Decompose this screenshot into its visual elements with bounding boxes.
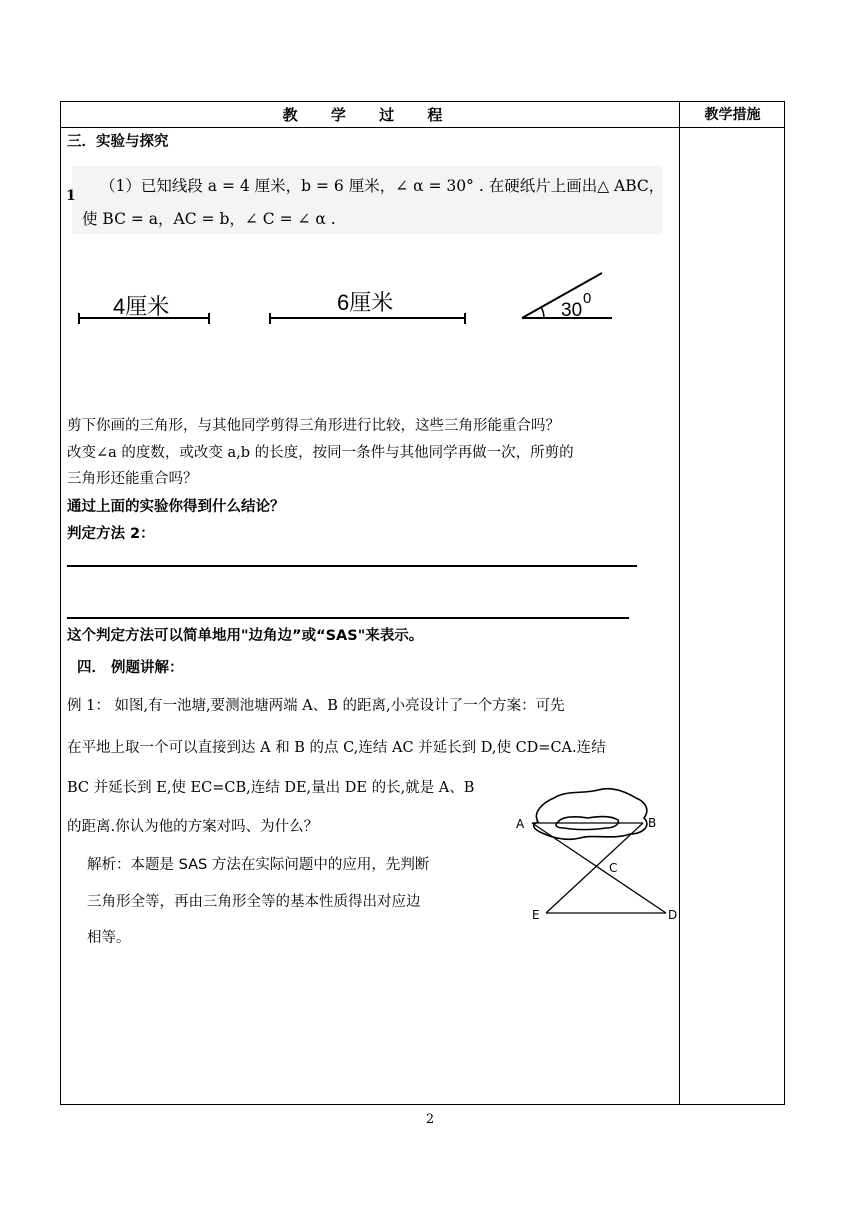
method-label: 判定方法 2：: [67, 526, 155, 542]
measures-column-header: 教学措施: [704, 107, 761, 123]
label-d: D: [668, 908, 678, 922]
paragraph-line-1: 剪下你画的三角形，与其他同学剪得三角形进行比较，这些三角形能重合吗？: [67, 418, 560, 434]
example-line-1: 例 1： 如图,有一池塘,要测池塘两端 A、B 的距离,小亮设计了一个方案：可先: [67, 698, 565, 714]
example-line-2: 在平地上取一个可以直接到达 A 和 B 的点 C,连结 AC 并延长到 D,使 CD=CA.连结: [67, 740, 606, 756]
label-b: B: [648, 816, 657, 830]
section3-heading: 三．实验与探究: [67, 134, 169, 150]
conclusion-question: 通过上面的实验你得到什么结论？: [67, 499, 285, 515]
pond-outline: [534, 789, 647, 840]
analysis-line-1: 解析：本题是 SAS 方法在实际问题中的应用，先判断: [87, 857, 430, 873]
analysis-line-3: 相等。: [87, 930, 131, 946]
angle-label: 30: [561, 300, 583, 321]
example-line-3: BC 并延长到 E,使 EC=CB,连结 DE,量出 DE 的长,就是 A、B: [67, 780, 475, 796]
page-number: 2: [425, 1112, 435, 1127]
pond-figure: [510, 778, 685, 928]
paragraph-line-2: 改变∠a 的度数，或改变 a,b 的长度，按同一条件与其他同学再做一次，所剪的: [67, 445, 574, 461]
angle-degree-superscript: 0: [583, 290, 592, 307]
analysis-line-2: 三角形全等，再由三角形全等的基本性质得出对应边: [87, 894, 421, 910]
paragraph-line-3: 三角形还能重合吗？: [67, 471, 198, 487]
label-c: C: [609, 861, 618, 875]
example-line-4: 的距离.你认为他的方案对吗、为什么？: [67, 819, 319, 835]
segment-a-label: 4厘米: [113, 294, 170, 319]
answer-line-2: [67, 617, 629, 619]
process-column-header: 教 学 过 程: [282, 105, 457, 124]
answer-line-1: [67, 565, 637, 567]
problem-line-2: 使 BC = a，AC = b，∠ C = ∠ α .: [82, 210, 336, 228]
segments-figure: [0, 0, 860, 400]
label-a: A: [516, 817, 525, 831]
sas-note: 这个判定方法可以简单地用"边角边”或“SAS"来表示。: [67, 628, 424, 644]
problem-line-1: （1）已知线段 a = 4 厘米，b = 6 厘米，∠ α = 30° . 在硬纸片上画出△ ABC，: [100, 177, 665, 195]
item-number: 1: [66, 188, 76, 204]
section4-heading: 四． 例题讲解：: [77, 660, 184, 676]
segment-b-label: 6厘米: [337, 290, 394, 315]
label-e: E: [532, 908, 540, 922]
